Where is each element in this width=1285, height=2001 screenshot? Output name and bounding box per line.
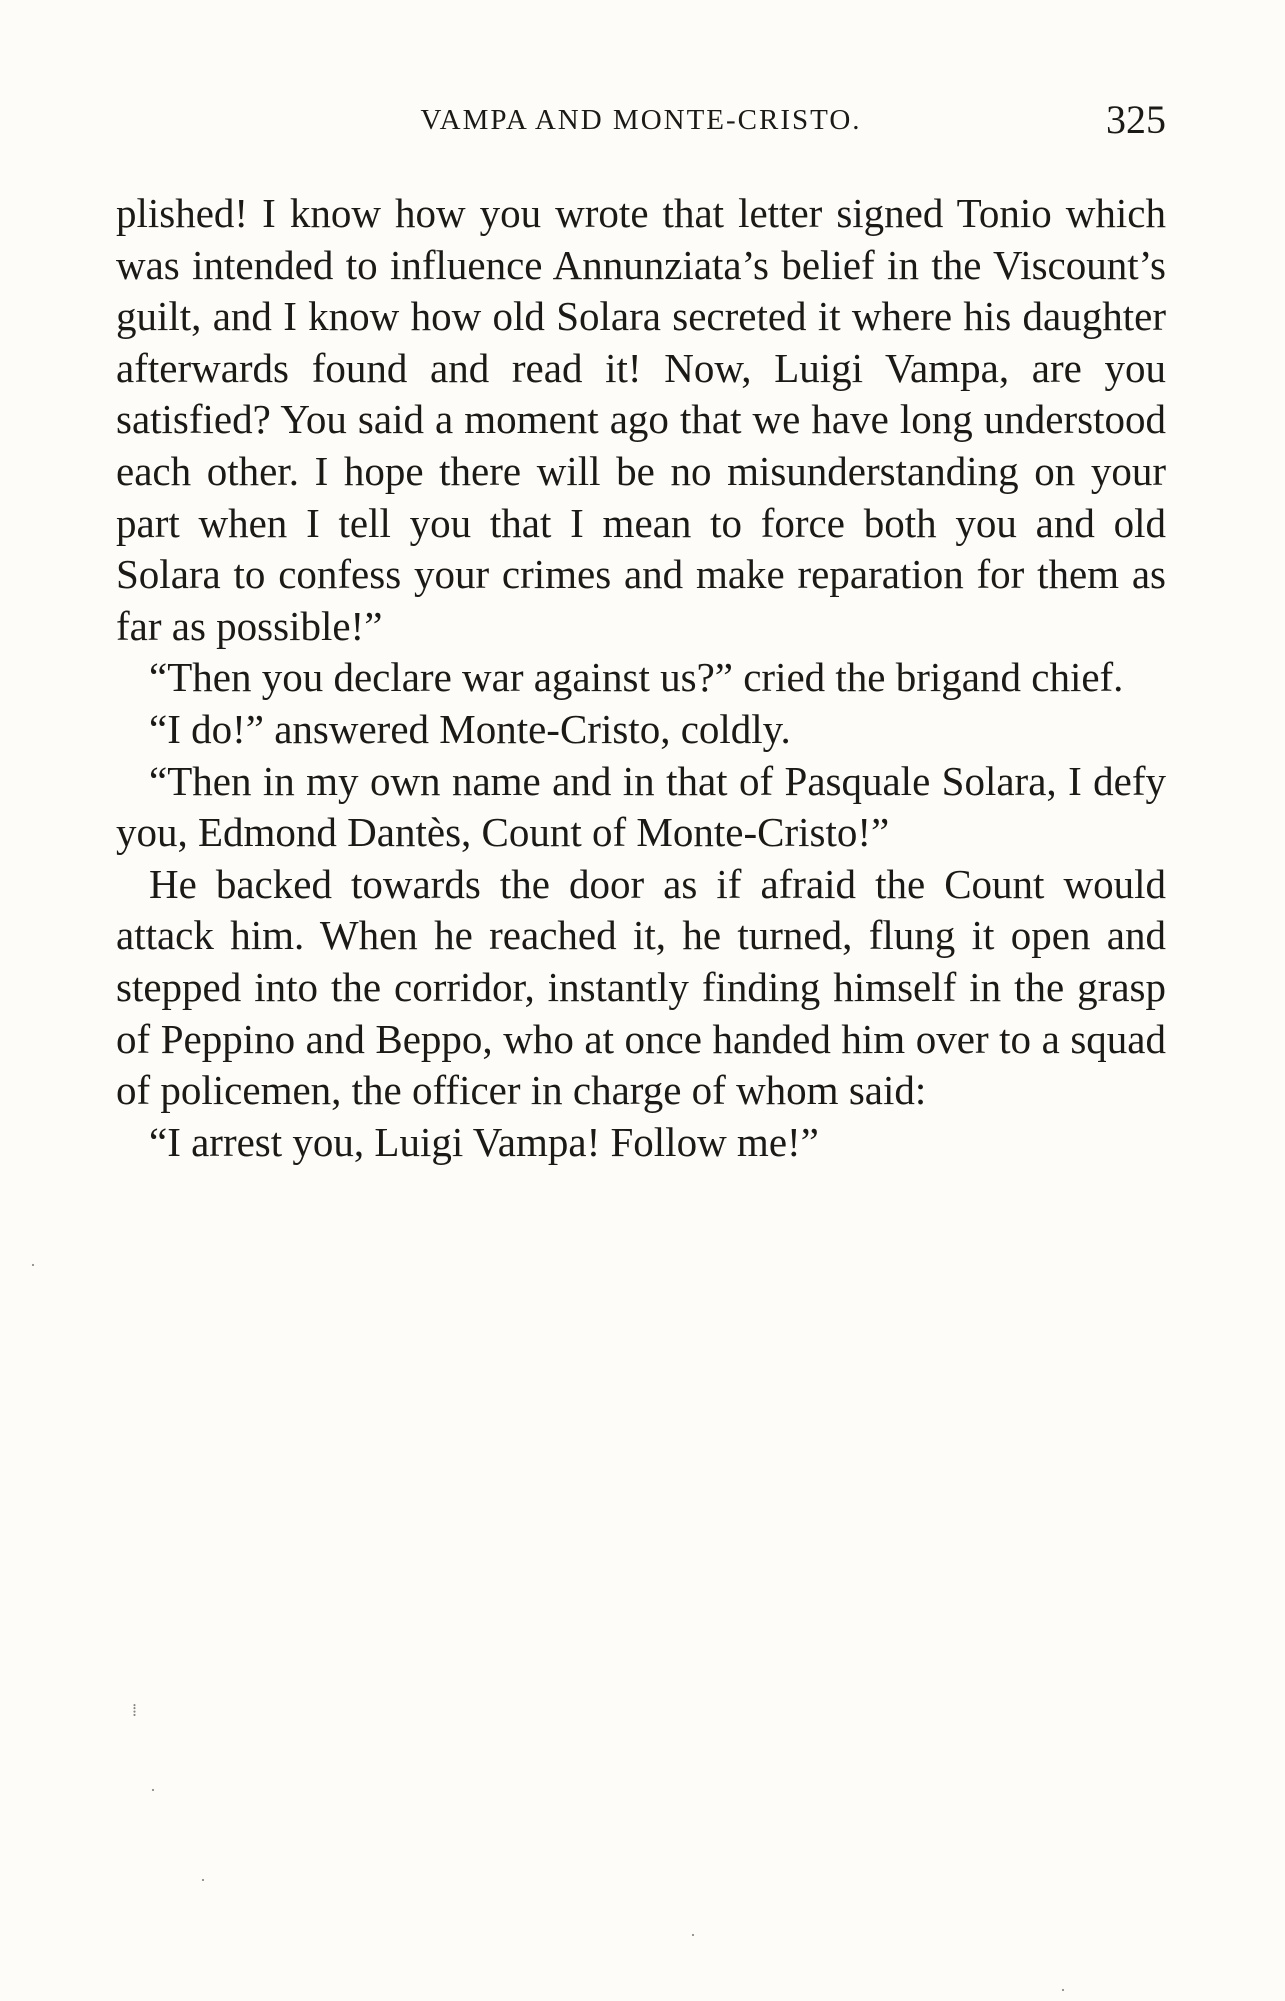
paper-speck: · [690, 1925, 696, 1945]
paper-speck: · [200, 1870, 206, 1890]
paragraph: “Then you declare war against us?” cried the brigand chief. [149, 654, 1124, 701]
paragraph: “I do!” answered Monte-Cristo, coldly. [149, 705, 791, 752]
paper-speck: · [30, 1255, 36, 1275]
paragraph: He backed towards the door as if afraid the Count would attack him. When he reached it, he turned, flung it open and stepped into the corridor, instantly finding himself in the grasp of Peppino and Beppo, who at once handed him over to a squad of policemen, the officer in charge of whom said: [116, 860, 1166, 1114]
running-title: VAMPA AND MONTE-CRISTO. [420, 104, 862, 136]
page-number: 325 [1106, 97, 1166, 142]
paragraph: “Then in my own name and in that of Pasquale Solara, I defy you, Edmond Dantès, Count of Monte-Cristo!” [116, 757, 1166, 856]
paper-speck: ⁞ [132, 1700, 138, 1720]
paragraph: plished! I know how you wrote that letter signed Tonio which was intended to influence Annunziata’s belief in the Viscount’s guilt, and I know how old Solara secreted it where his daughter afterwards found and read it! Now, Luigi Vampa, are you satisfied? You said a moment ago that we have long understood each other. I hope there will be no misunderstanding on your part when I tell you that I mean to force both you and old Solara to confess your crimes and make reparation for them as far as possible!” [116, 190, 1166, 649]
paper-speck: · [150, 1780, 156, 1800]
paper-speck: · [1060, 1980, 1066, 2000]
running-head [116, 96, 1166, 146]
paragraph: “I arrest you, Luigi Vampa! Follow me!” [149, 1118, 819, 1165]
body-text [116, 188, 1166, 1168]
